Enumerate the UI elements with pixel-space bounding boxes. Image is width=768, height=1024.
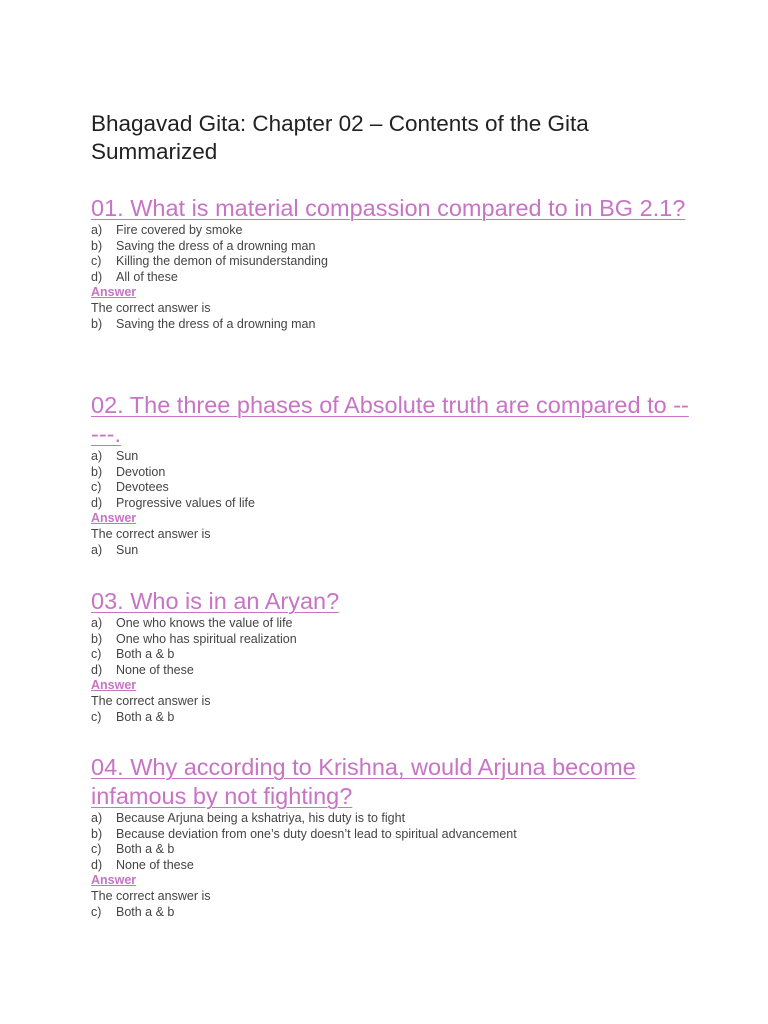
option-text: Progressive values of life bbox=[116, 495, 255, 510]
option-letter: d) bbox=[91, 662, 103, 677]
answer-link[interactable]: Answer bbox=[91, 285, 137, 300]
option-letter: d) bbox=[91, 269, 103, 284]
option-text: Saving the dress of a drowning man bbox=[116, 238, 316, 253]
question-heading: 01. What is material compassion compared to in BG 2.1? bbox=[91, 195, 686, 221]
option-text: One who knows the value of life bbox=[116, 616, 293, 630]
correct-text: Both a & b bbox=[116, 709, 175, 724]
correct-letter: b) bbox=[91, 316, 103, 331]
correct-text: Both a & b bbox=[116, 904, 175, 919]
option-letter: b) bbox=[91, 631, 103, 646]
option-letter: c) bbox=[91, 647, 102, 662]
option-text: One who has spiritual realization bbox=[116, 631, 297, 646]
option-item bbox=[91, 663, 691, 679]
correct-answer bbox=[91, 543, 691, 559]
option-item bbox=[91, 254, 691, 270]
answer-link[interactable]: Answer bbox=[91, 873, 137, 888]
question-heading: 03. Who is in an Aryan? bbox=[91, 588, 340, 614]
option-item bbox=[91, 480, 691, 496]
correct-answer bbox=[91, 905, 691, 921]
option-text: Because deviation from one’s duty doesn’t lead to spiritual advancement bbox=[116, 826, 517, 841]
option-item bbox=[91, 616, 691, 632]
answer-link[interactable]: Answer bbox=[91, 678, 137, 693]
option-letter: b) bbox=[91, 464, 103, 479]
option-letter: a) bbox=[91, 449, 103, 463]
option-letter: b) bbox=[91, 238, 103, 253]
correct-answer bbox=[91, 710, 691, 726]
question-heading: 04. Why according to Krishna, would Arjuna become infamous by not fighting? bbox=[91, 754, 636, 809]
option-item bbox=[91, 827, 691, 843]
option-list bbox=[91, 449, 691, 511]
option-text: Both a & b bbox=[116, 842, 175, 857]
question-heading: 02. The three phases of Absolute truth are compared to -----. bbox=[91, 392, 689, 447]
question-1 bbox=[91, 194, 691, 332]
option-item bbox=[91, 465, 691, 481]
option-item bbox=[91, 842, 691, 858]
answer-intro: The correct answer is bbox=[91, 693, 211, 708]
option-letter: b) bbox=[91, 826, 103, 841]
option-letter: c) bbox=[91, 842, 102, 857]
option-item bbox=[91, 239, 691, 255]
option-item bbox=[91, 858, 691, 874]
option-item bbox=[91, 632, 691, 648]
correct-letter: c) bbox=[91, 904, 102, 919]
option-item bbox=[91, 270, 691, 286]
document-title: Bhagavad Gita: Chapter 02 – Contents of the Gita Summarized bbox=[91, 111, 589, 164]
option-list bbox=[91, 811, 691, 873]
correct-text: Saving the dress of a drowning man bbox=[116, 316, 316, 331]
option-text: Fire covered by smoke bbox=[116, 223, 243, 237]
option-letter: a) bbox=[91, 811, 103, 825]
correct-letter: c) bbox=[91, 709, 102, 724]
option-letter: a) bbox=[91, 223, 103, 237]
option-item bbox=[91, 811, 691, 827]
question-2 bbox=[91, 391, 691, 558]
option-text: None of these bbox=[116, 857, 194, 872]
option-text: Devotion bbox=[116, 464, 166, 479]
option-item bbox=[91, 496, 691, 512]
option-letter: a) bbox=[91, 616, 103, 630]
correct-text: Sun bbox=[116, 542, 139, 557]
option-text: Sun bbox=[116, 449, 139, 463]
option-letter: d) bbox=[91, 857, 103, 872]
option-text: Because Arjuna being a kshatriya, his duty is to fight bbox=[116, 811, 406, 825]
question-4 bbox=[91, 753, 691, 920]
option-item bbox=[91, 449, 691, 465]
option-letter: c) bbox=[91, 480, 102, 495]
answer-intro: The correct answer is bbox=[91, 888, 211, 903]
option-text: Devotees bbox=[116, 480, 169, 495]
option-text: Both a & b bbox=[116, 647, 175, 662]
option-list bbox=[91, 616, 691, 678]
answer-link[interactable]: Answer bbox=[91, 511, 137, 526]
option-item bbox=[91, 223, 691, 239]
option-item bbox=[91, 647, 691, 663]
option-list bbox=[91, 223, 691, 285]
option-letter: c) bbox=[91, 254, 102, 269]
correct-letter: a) bbox=[91, 542, 103, 557]
option-letter: d) bbox=[91, 495, 103, 510]
correct-answer bbox=[91, 317, 691, 333]
option-text: None of these bbox=[116, 662, 194, 677]
answer-intro: The correct answer is bbox=[91, 300, 211, 315]
answer-intro: The correct answer is bbox=[91, 526, 211, 541]
option-text: Killing the demon of misunderstanding bbox=[116, 254, 328, 269]
question-3 bbox=[91, 587, 691, 725]
option-text: All of these bbox=[116, 269, 178, 284]
